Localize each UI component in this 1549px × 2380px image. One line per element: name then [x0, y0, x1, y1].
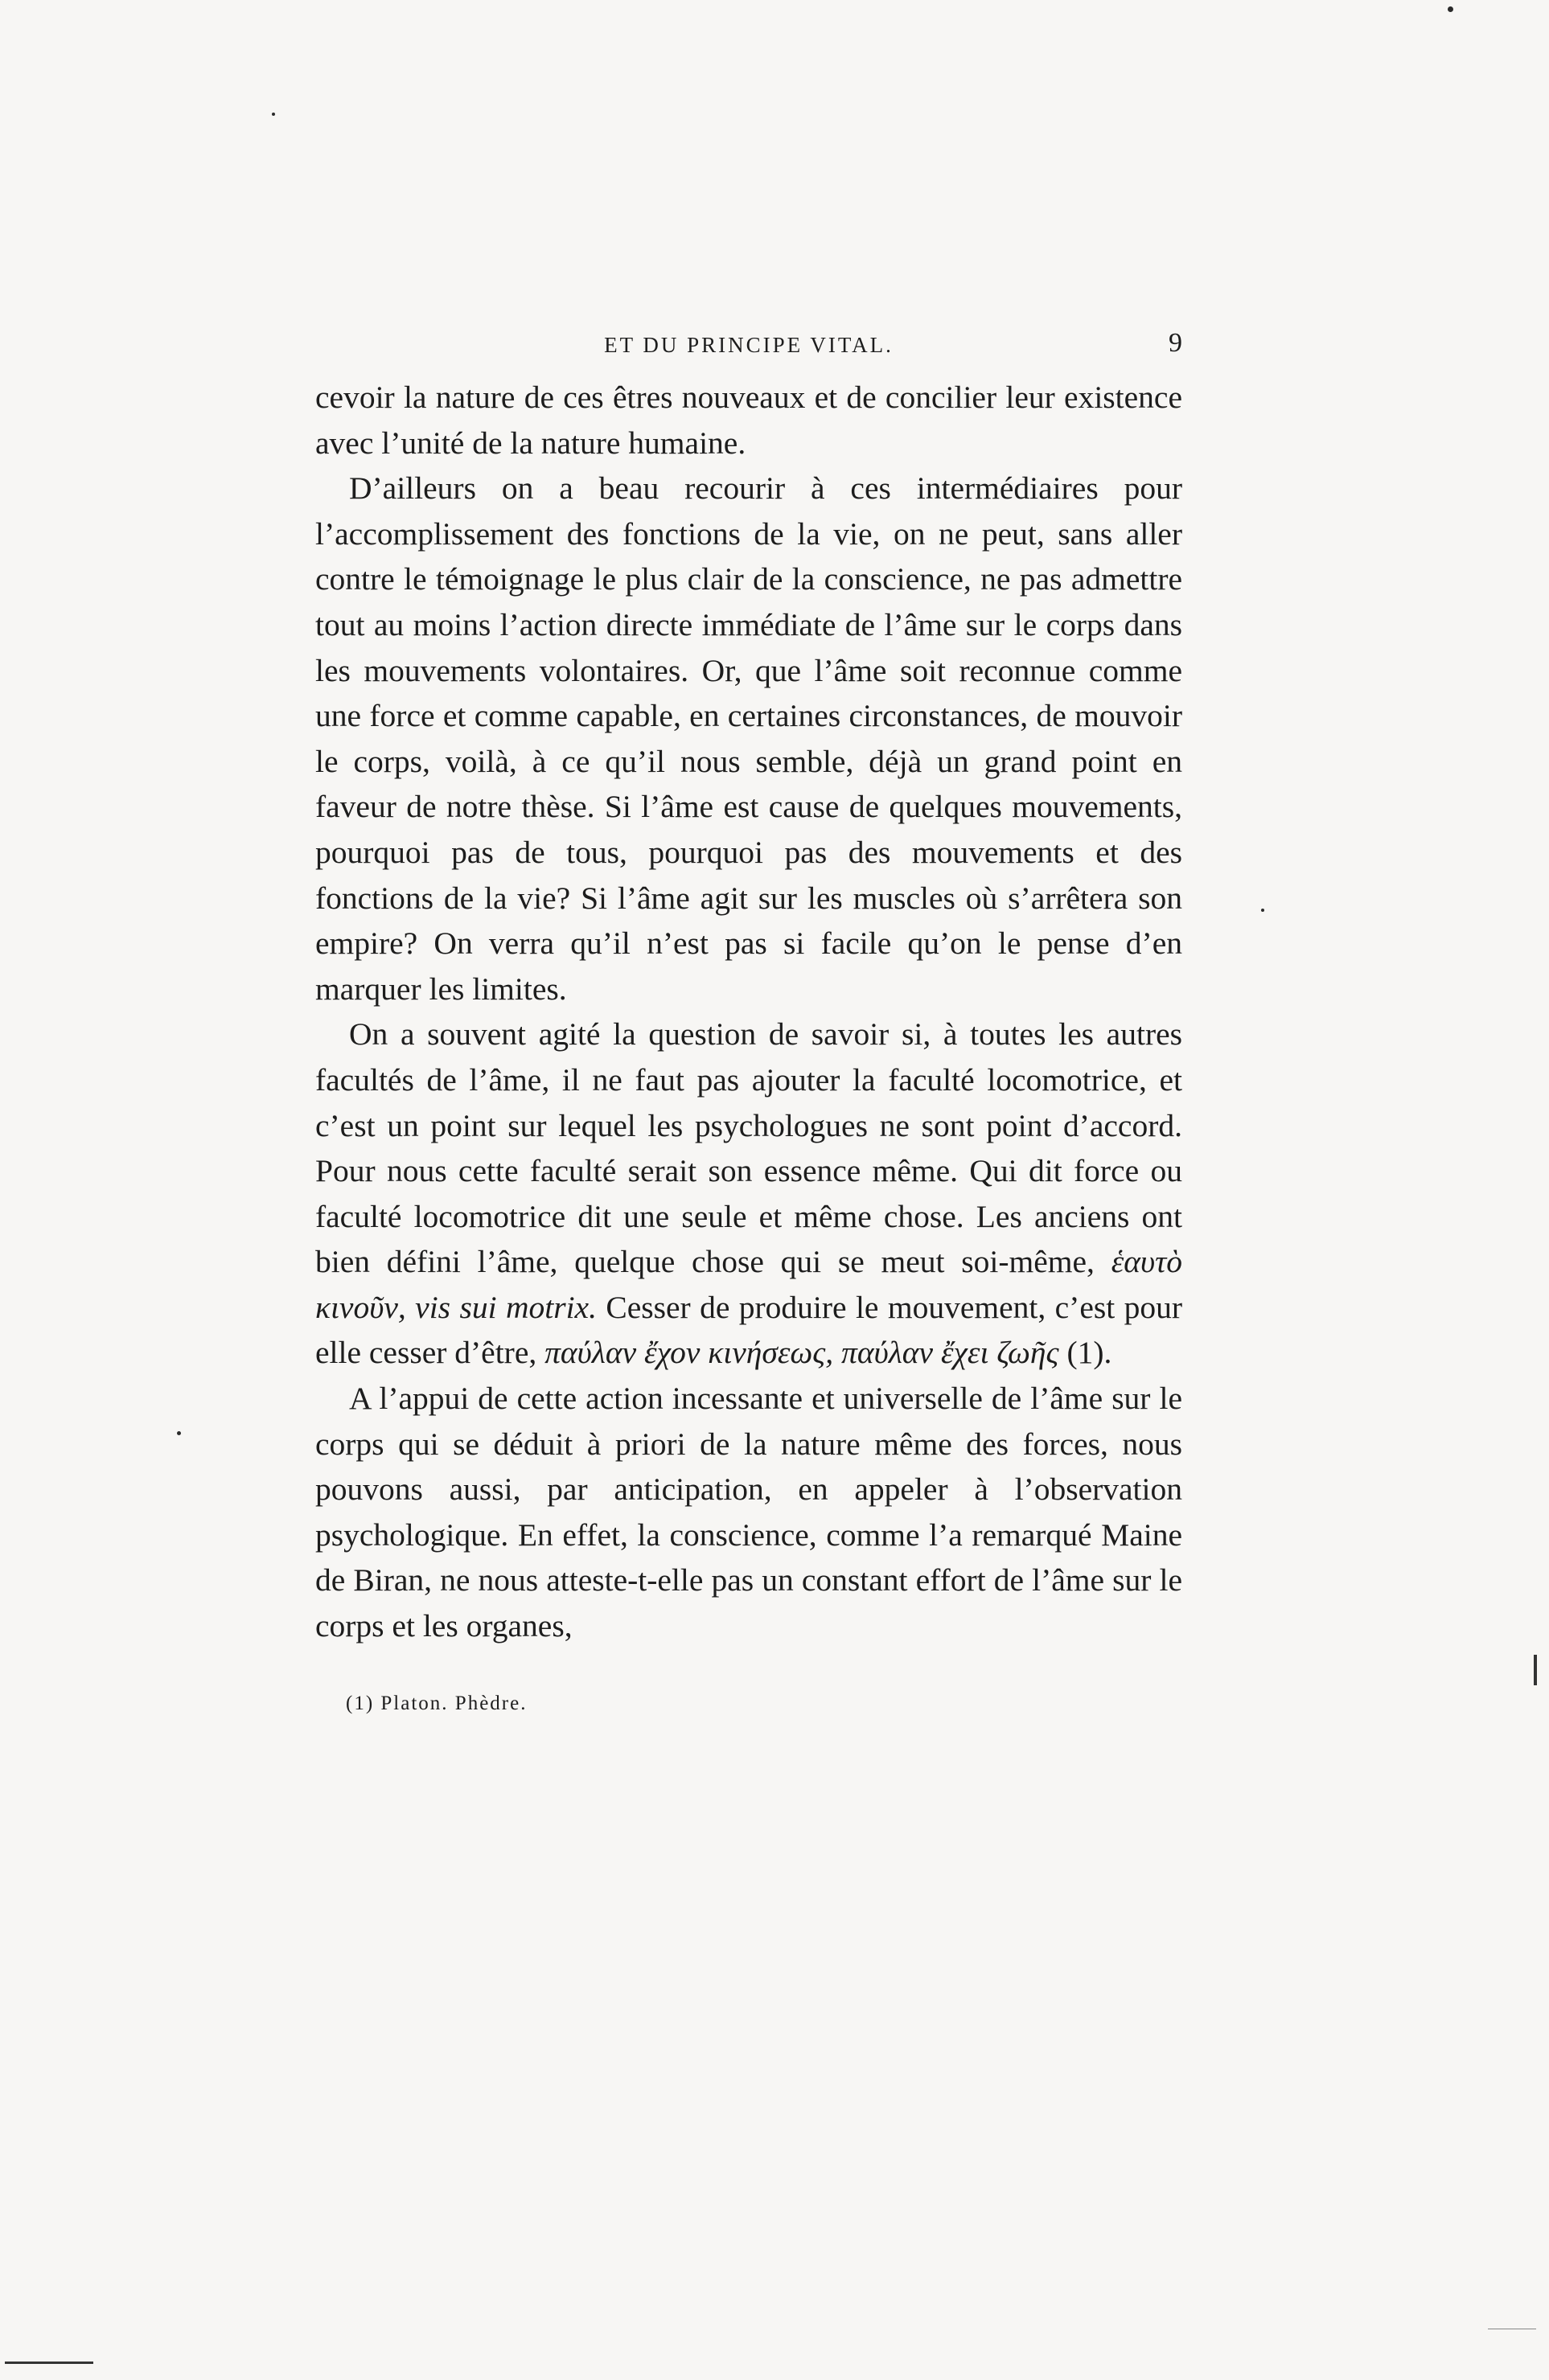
- scan-speck: [272, 113, 275, 116]
- greek-phrase-self-moving: ἑαυτὸ κινοῦν,: [315, 1244, 1183, 1325]
- paragraph-3-text-a: On a souvent agité la question de savoir si, à toutes les autres facultés de l’âme, il ne faut pas ajouter la faculté locomotrice, et c’est un point sur lequel les psychologues ne sont point d’accord. Pour nous cette faculté serait son essence même. Qui dit force ou faculté locomotrice dit une seule et même chose. Les anciens ont bien défini l’âme, quelque chose qui se meut soi-même,: [315, 1016, 1182, 1280]
- paragraph-1: cevoir la nature de ces êtres nouveaux et de concilier leur existence avec l’unité de la nature humaine.: [315, 380, 1182, 461]
- latin-phrase: vis sui motrix.: [415, 1289, 597, 1325]
- footnote: (1) Platon. Phèdre.: [346, 1692, 528, 1714]
- scan-edge-mark: [5, 2362, 93, 2364]
- scan-speck: [177, 1431, 181, 1435]
- paragraph-2: D’ailleurs on a beau recourir à ces intermédiaires pour l’accomplissement des fonctions de la vie, on ne peut, sans aller contre le témoignage le plus clair de la conscience, ne pas admettre tout au moins l’action directe immédiate de l’âme sur le corps dans les mouvements volontaires. Or, que l’âme soit reconnue comme une force et comme capable, en certaines circonstances, de mouvoir le corps, voilà, à ce qu’il nous semble, déjà un grand point en faveur de notre thèse. Si l’âme est cause de quelques mouvements, pourquoi pas de tous, pourquoi pas des mouvements et des fonctions de la vie? Si l’âme agit sur les muscles où s’arrêtera son empire? On verra qu’il n’est pas si facile qu’on le pense d’en marquer les limites.: [315, 470, 1182, 1007]
- scan-speck: [1448, 6, 1453, 12]
- page-number: 9: [1169, 328, 1182, 358]
- running-head: [315, 326, 1182, 375]
- greek-phrase-cessation: παύλαν ἔχον κινήσεως, παύλαν ἔχει ζωῆς: [544, 1335, 1059, 1371]
- scan-speck: [1261, 909, 1264, 912]
- book-page: [315, 326, 1182, 1715]
- paragraph-3: [315, 1012, 1182, 1376]
- running-title: ET DU PRINCIPE VITAL.: [604, 333, 894, 357]
- scan-edge-mark: [1534, 1655, 1537, 1685]
- paragraph-4: A l’appui de cette action incessante et universelle de l’âme sur le corps qui se déduit à priori de la nature même des forces, nous pouvons aussi, par anticipation, en appeler à l’observation psychologique. En effet, la conscience, comme l’a remarqué Maine de Biran, ne nous atteste-t-elle pas un constant effort de l’âme sur le corps et les organes,: [315, 1381, 1182, 1644]
- paragraph-3-text-b: Cesser de produire le mouvement, c’est pour elle cesser d’être,: [315, 1289, 1182, 1371]
- footnote-reference: (1).: [1066, 1335, 1112, 1371]
- body-text: [315, 375, 1182, 1649]
